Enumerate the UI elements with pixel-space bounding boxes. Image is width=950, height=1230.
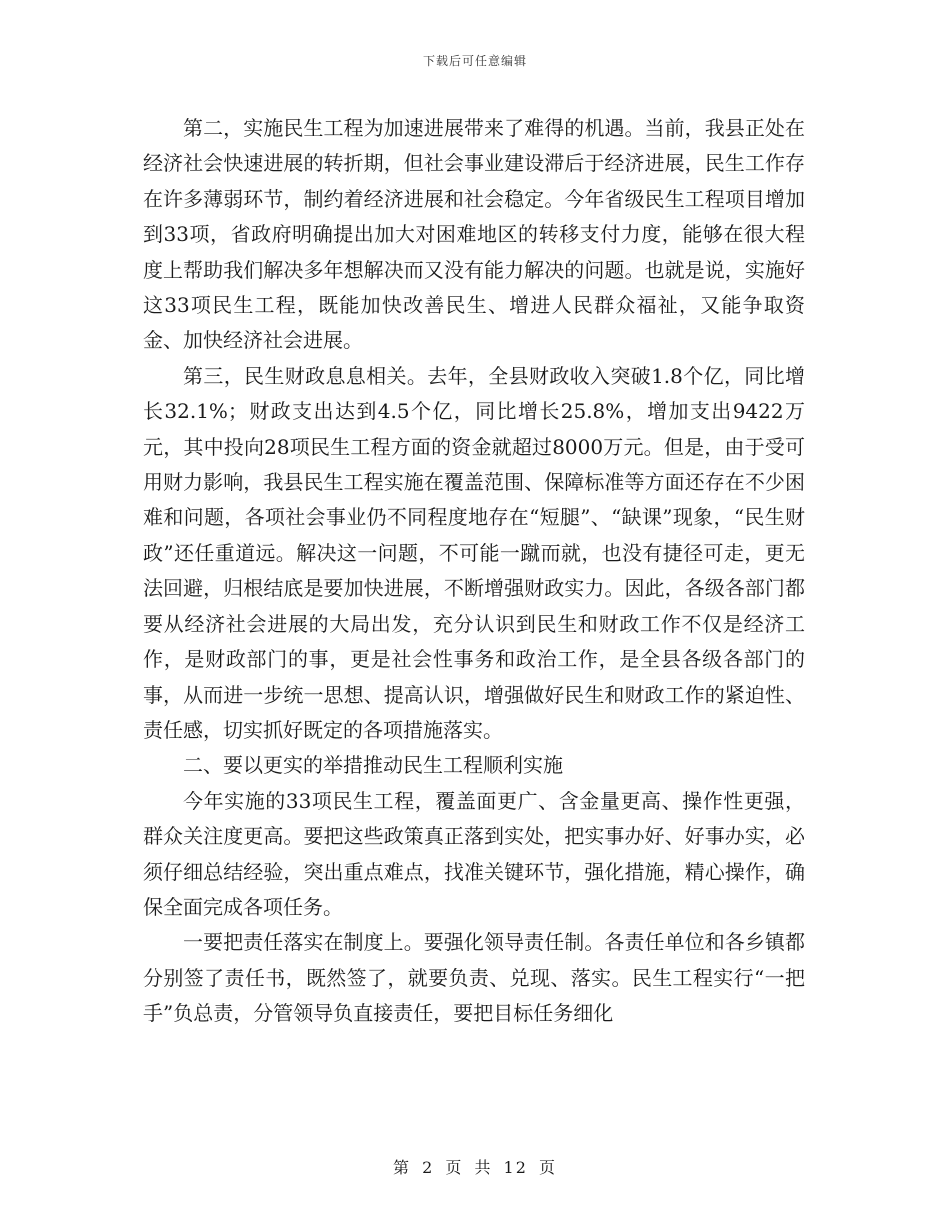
- section-heading-measures: 二、要以更实的举措推动民生工程顺利实施: [183, 753, 563, 778]
- paragraph-third-finance: 第三，民生财政息息相关。去年，全县财政收入突破1.8个亿，同比增长32.1%；财政支出达到4.5个亿，同比增长25.8%，增加支出9422万元，其中投向28项民生工程方面的资金就超过8000万元。但是，由于受可用财力影响，我县民生工程实施在覆盖范围、保障标准等方面还存在不少困难和问题，各项社会事业仍不同程度地存在“短腿”、“缺课”现象，“民生财政”还任重道远。解决这一问题，不可能一蹴而就，也没有捷径可走，更无法回避，归根结底是要加快进展，不断增强财政实力。因此，各级各部门都要从经济社会进展的大局出发，充分认识到民生和财政工作不仅是经济工作，是财政部门的事，更是社会性事务和政治工作，是全县各级各部门的事，从而进一步统一思想、提高认识，增强做好民生和财政工作的紧迫性、责任感，切实抓好既定的各项措施落实。: [143, 363, 805, 742]
- paragraph-33-projects: 今年实施的33项民生工程，覆盖面更广、含金量更高、操作性更强，群众关注度更高。要把这些政策真正落到实处，把实事办好、好事办实，必须仔细总结经验，突出重点难点，找准关键环节，强化措施，精心操作，确保全面完成各项任务。: [143, 788, 805, 919]
- paragraph-responsibility: 一要把责任落实在制度上。要强化领导责任制。各责任单位和各乡镇都分别签了责任书，既然签了，就要负责、兑现、落实。民生工程实行“一把手”负总责，分管领导负直接责任，要把目标任务细化: [143, 930, 805, 1026]
- paragraph-second-opportunity: 第二，实施民生工程为加速进展带来了难得的机遇。当前，我县正处在经济社会快速进展的转折期，但社会事业建设滞后于经济进展，民生工作存在许多薄弱环节，制约着经济进展和社会稳定。今年省级民生工程项目增加到33项，省政府明确提出加大对困难地区的转移支付力度，能够在很大程度上帮助我们解决多年想解决而又没有能力解决的问题。也就是说，实施好这33项民生工程，既能加快改善民生、增进人民群众福祉，又能争取资金、加快经济社会进展。: [143, 116, 805, 353]
- document-body: [143, 111, 805, 1032]
- page-number-footer: 第 2 页 共 12 页: [393, 1158, 557, 1177]
- page-header-note: 下载后可任意编辑: [422, 54, 527, 68]
